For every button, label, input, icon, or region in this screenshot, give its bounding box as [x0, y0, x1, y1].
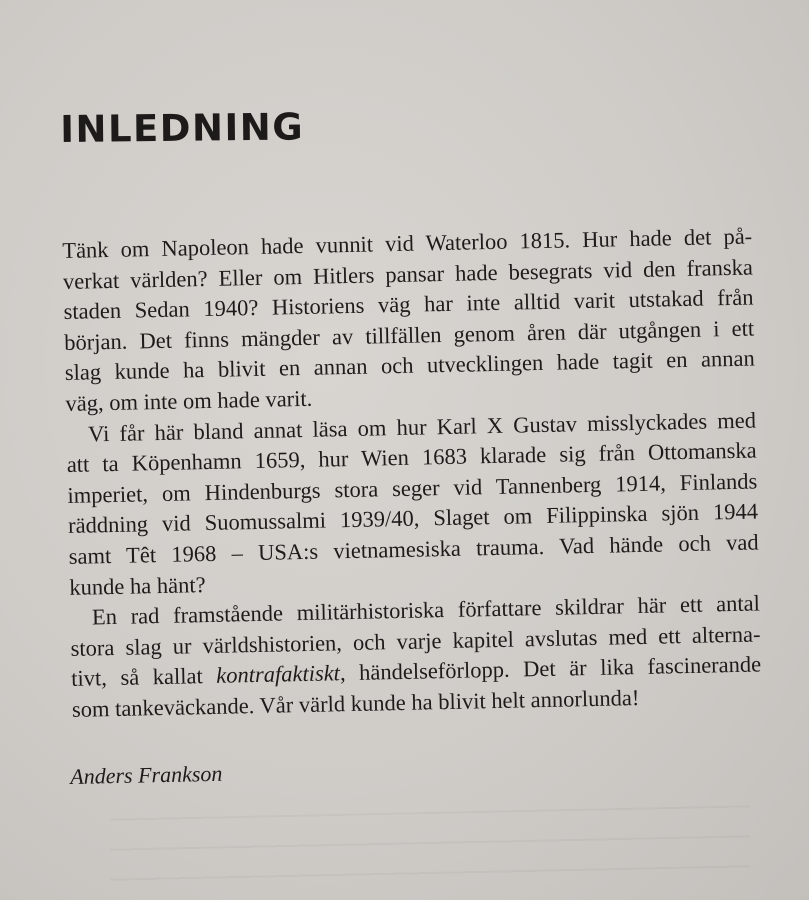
text-line: staden Sedan 1940? Historiens väg har inte alltid varit utstakad från	[63, 284, 754, 325]
text-line: imperiet, om Hindenburgs stora seger vid Tannenberg 1914, Finlands	[67, 468, 758, 508]
text-line: stora slag ur världshistorien, och varje kapitel avslutas med ett alterna-	[70, 621, 761, 661]
text-segment: tivt, så kallat	[71, 663, 217, 692]
italic-term: kontrafaktiskt	[215, 660, 341, 689]
text-line: Tänk om Napoleon hade vunnit vid Waterloo 1815. Hur hade det på-	[62, 223, 753, 263]
text-line: En rad framstående militärhistoriska författare skildrar här ett antal	[91, 590, 761, 630]
text-line: Vi får här bland annat läsa om hur Karl X Gustav misslyckades med	[87, 407, 757, 447]
chapter-heading: INLEDNING	[60, 105, 305, 151]
text-line: början. Det finns mängder av tillfällen genom åren där utgången i ett	[63, 315, 755, 355]
text-line: samt Têt 1968 – USA:s vietnamesiska trauma. Vad hände och vad	[68, 529, 759, 569]
text-line: verkat världen? Eller om Hitlers pansar hade besegrats vid den franska	[62, 254, 754, 294]
text-line: kunde ha hänt?	[69, 571, 206, 600]
text-line: att ta Köpenhamn 1659, hur Wien 1683 klarade sig från Ottomanska	[66, 437, 757, 478]
paragraph-2	[66, 405, 760, 603]
text-line: räddning vid Suomussalmi 1939/40, Slaget om Filippinska sjön 1944	[67, 498, 759, 539]
author-signature: Anders Frankson	[70, 760, 223, 789]
paragraph-1	[62, 222, 756, 420]
paragraph-3	[70, 589, 762, 726]
show-through-text	[109, 805, 751, 898]
text-line: som tankeväckande. Vår värld kunde ha blivit helt annorlunda!	[71, 684, 640, 722]
text-line: slag kunde ha blivit en annan och utvecklingen hade tagit en annan	[64, 345, 755, 386]
text-segment: , händelseförlopp. Det är lika fascinerande	[339, 651, 762, 686]
body-text	[62, 222, 762, 726]
text-line: väg, om inte om hade varit.	[65, 385, 313, 416]
